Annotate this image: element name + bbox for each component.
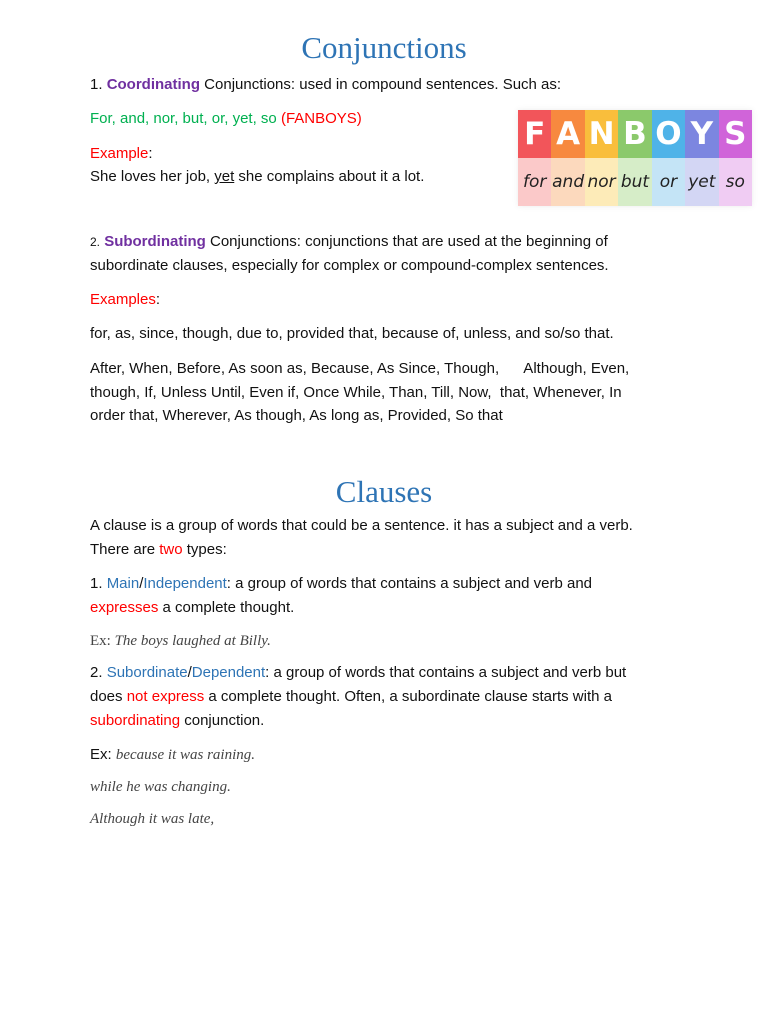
subordinating-description: Conjunctions: conjunctions that are used at the beginning of <box>205 233 608 250</box>
subordinating-heading <box>90 230 608 254</box>
subordinate-label: Subordinate <box>106 664 188 681</box>
subordinating-list-1: for, as, since, though, due to, provided that, because of, unless, and so/so that. <box>90 325 614 342</box>
subordinate-example-3: Although it was late, <box>90 811 215 827</box>
fanboys-column <box>551 110 584 206</box>
highlight-not-express: not express <box>126 688 205 705</box>
fanboys-column <box>618 110 651 206</box>
fanboys-list: For, and, nor, but, or, yet, so <box>90 110 281 127</box>
subordinate-clause-definition-1 <box>90 661 626 685</box>
text-part: : a group of words that contains a subject and verb and <box>226 575 593 592</box>
fanboys-letter: A <box>551 110 584 158</box>
fanboys-word: nor <box>585 158 618 206</box>
slash: / <box>139 575 144 592</box>
fanboys-column <box>518 110 551 206</box>
fanboys-letter: N <box>585 110 618 158</box>
highlight-two: two <box>159 541 183 558</box>
text-part: : a group of words that contains a subject and verb but <box>265 664 627 681</box>
subordinating-list-2-line1: After, When, Before, As soon as, Because, As Since, Though, Although, Even, <box>90 360 630 377</box>
main-label: Main <box>106 575 140 592</box>
subordinating-list-2-line3: order that, Wherever, As though, As long as, Provided, So that <box>90 407 503 424</box>
subordinating-list-2-line2: though, If, Unless Until, Even if, Once While, Than, Till, Now, that, Whenever, In <box>90 384 622 401</box>
main-clause-definition-1 <box>90 572 592 596</box>
text-part: There are <box>90 541 160 558</box>
subordinate-example-1 <box>90 743 255 767</box>
example-sentence <box>90 165 424 189</box>
text-part: conjunction. <box>180 712 265 729</box>
fanboys-letter: B <box>618 110 651 158</box>
example-text: The boys laughed at Billy. <box>114 633 271 649</box>
fanboys-word: but <box>618 158 651 206</box>
fanboys-column <box>685 110 718 206</box>
section-title-clauses: Clauses <box>335 474 433 509</box>
list-number: 1. <box>90 575 107 592</box>
text-part: a complete thought. <box>158 599 295 616</box>
ex-prefix: Ex: <box>90 633 115 649</box>
fanboys-graphic <box>518 110 752 206</box>
sentence-part: she complains about it a lot. <box>234 168 425 185</box>
colon: : <box>155 291 161 308</box>
underlined-yet: yet <box>214 168 235 185</box>
example-label: Example <box>90 145 149 162</box>
highlight-subordinating: subordinating <box>90 712 181 729</box>
clauses-intro-1: A clause is a group of words that could be a sentence. it has a subject and a verb. <box>90 517 633 534</box>
subordinating-label: Subordinating <box>104 233 206 250</box>
main-clause-example <box>90 629 271 653</box>
fanboys-letter: Y <box>685 110 718 158</box>
fanboys-word: and <box>551 158 584 206</box>
fanboys-letter: F <box>518 110 551 158</box>
fanboys-letter: S <box>719 110 752 158</box>
page-title: Conjunctions <box>301 30 467 65</box>
coordinating-label: Coordinating <box>106 76 201 93</box>
fanboys-acronym: (FANBOYS) <box>280 110 362 127</box>
examples-label: Examples <box>90 291 156 308</box>
fanboys-list-line <box>90 107 362 131</box>
fanboys-column <box>585 110 618 206</box>
fanboys-word: for <box>518 158 551 206</box>
subordinate-example-2: while he was changing. <box>90 779 231 795</box>
fanboys-word: yet <box>685 158 718 206</box>
dependent-label: Dependent <box>191 664 266 681</box>
examples-label-line <box>90 288 160 312</box>
fanboys-column <box>652 110 685 206</box>
colon: : <box>148 145 153 162</box>
highlight-expresses: expresses <box>90 599 159 616</box>
fanboys-word: or <box>652 158 685 206</box>
fanboys-letter: O <box>652 110 685 158</box>
list-number: 2. <box>90 235 101 249</box>
subordinate-clause-definition-2 <box>90 685 612 709</box>
example-text: because it was raining. <box>115 747 256 763</box>
sentence-part: She loves her job, <box>90 168 215 185</box>
example-label-line <box>90 142 153 166</box>
text-part: types: <box>182 541 227 558</box>
list-number: 1. <box>90 76 103 93</box>
subordinate-clause-definition-3 <box>90 709 264 733</box>
fanboys-column <box>719 110 752 206</box>
ex-prefix: Ex: <box>90 746 116 763</box>
text-part: does <box>90 688 127 705</box>
clauses-intro-2 <box>90 538 227 562</box>
text-part: a complete thought. Often, a subordinate clause starts with a <box>204 688 612 705</box>
independent-label: Independent <box>143 575 227 592</box>
list-number: 2. <box>90 664 107 681</box>
fanboys-word: so <box>719 158 752 206</box>
slash: / <box>187 664 192 681</box>
coordinating-description: Conjunctions: used in compound sentences. Such as: <box>200 76 562 93</box>
coordinating-heading <box>90 73 561 97</box>
subordinating-description-line2: subordinate clauses, especially for complex or compound-complex sentences. <box>90 257 609 274</box>
main-clause-definition-2 <box>90 596 294 620</box>
